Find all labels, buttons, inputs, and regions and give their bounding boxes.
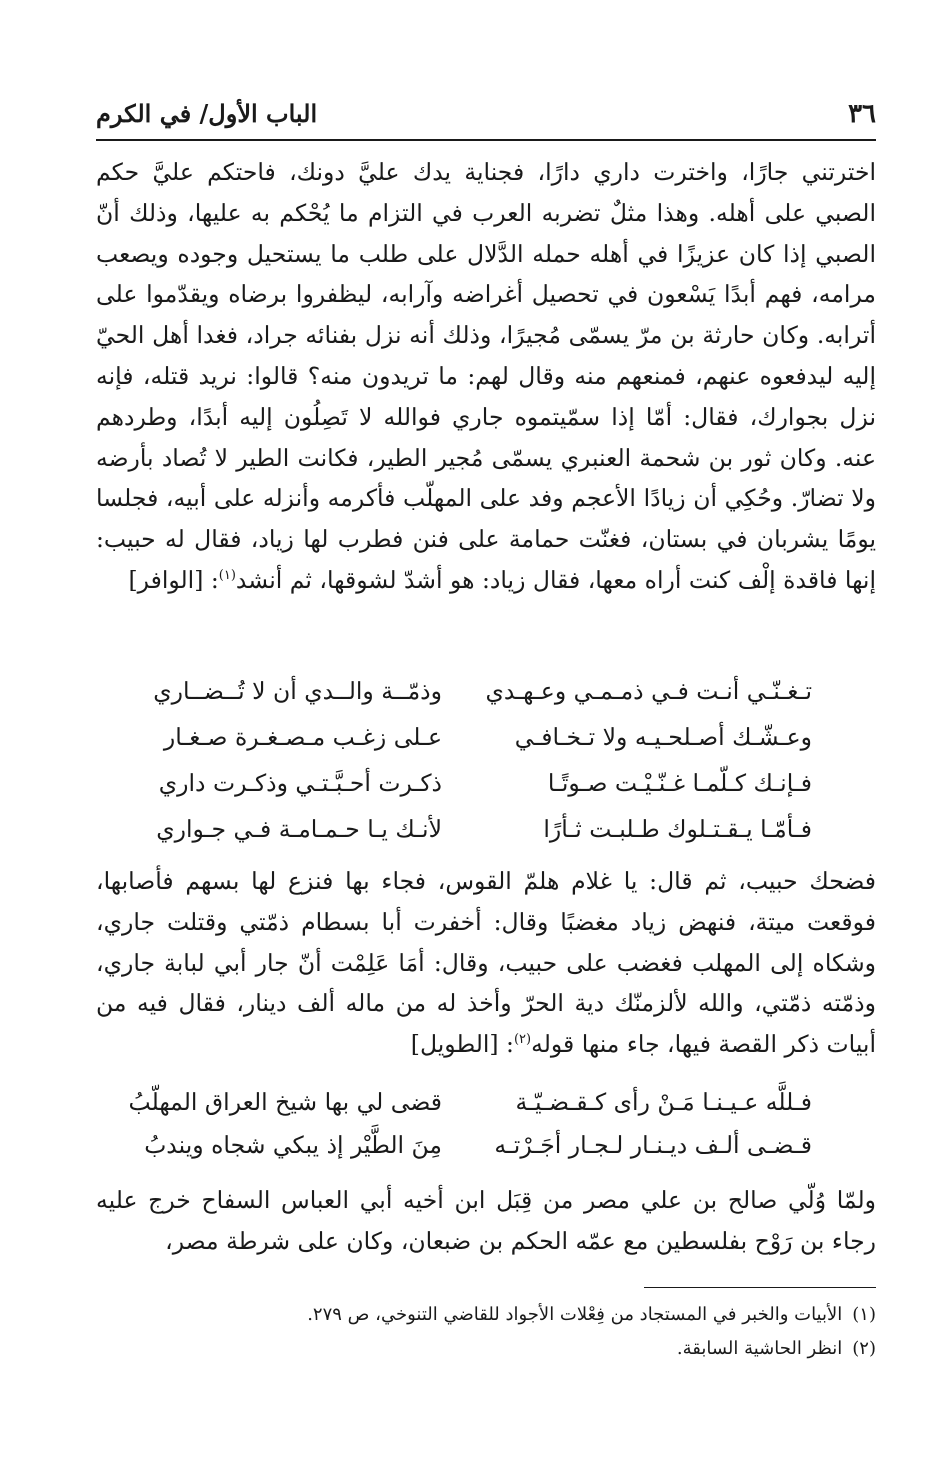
verse — [96, 1080, 876, 1123]
second-hemistich: عـلى زغـب مـصـغـرة صـغـار — [163, 723, 442, 751]
verse — [96, 1123, 876, 1166]
paragraph-2-text: فضحك حبيب، ثم قال: يا غلام هلمّ القوس، فجاء بها فنزع لها بسهم فأصابها، فوقعت ميتة، فنهض زياد مغضبًا وقال: أخفرت أبا بسطام ذمّتي وقتلت جاري، وشكاه إلى المهلب فغضب على حبيب، وقال: أمَا عَلِمْت أنّ جار أبي لبابة جاري، وذمّته ذمّتي، والله لألزمنّك دية الحرّ وأخذ له من ماله ألف دينار، فقال فيه من أبيات ذكر القصة فيها، جاء منها قوله — [96, 867, 876, 1059]
footnote-text: انظر الحاشية السابقة. — [676, 1338, 843, 1359]
footnotes — [96, 1298, 876, 1366]
footnote — [96, 1298, 876, 1332]
verse — [96, 668, 876, 714]
poem-1 — [96, 668, 876, 852]
header-rule — [96, 139, 876, 141]
running-head: الباب الأول/ في الكرم — [96, 99, 318, 128]
verse — [96, 806, 876, 852]
second-hemistich: ذكـرت أحـبَّـتـي وذكـرت داري — [158, 769, 442, 797]
verse — [96, 714, 876, 760]
second-hemistich: لأنـك يـا حـمـامـة فـي جـواري — [156, 815, 442, 843]
meter-label-1: : [الوافر] — [128, 565, 219, 594]
second-hemistich: قضى لي بها شيخ العراق المهلّبُ — [128, 1087, 442, 1116]
footnote-ref-1: (١) — [218, 568, 236, 584]
footnote-ref-2: (٢) — [513, 1032, 532, 1048]
page-number: ٣٦ — [848, 99, 876, 129]
paragraph-3 — [96, 1180, 876, 1262]
verse — [96, 760, 876, 806]
page-header — [96, 92, 876, 136]
poem-2 — [96, 1080, 876, 1166]
footnote-text: الأبيات والخبر في المستجاد من فِعْلات الأجواد للقاضي التنوخي، ص ٢٧٩. — [307, 1304, 843, 1325]
second-hemistich: مِنَ الطَّيْر إذ يبكي شجاه ويندبُ — [144, 1130, 442, 1159]
footnote-number: (١) — [852, 1304, 876, 1325]
paragraph-1 — [96, 152, 876, 601]
footnote-separator — [644, 1287, 876, 1288]
first-hemistich: تـغـنّـي أنـت فـي ذمـمـي وعـهـدي — [485, 677, 812, 705]
second-hemistich: وذمّــة والــدي أن لا تُــضــاري — [153, 677, 442, 705]
first-hemistich: وعـشّـك أصـلحـيـه ولا تـخـافـي — [514, 723, 812, 751]
footnote-number: (٢) — [852, 1338, 876, 1359]
meter-label-2: : [الطويل] — [410, 1030, 514, 1059]
footnote — [96, 1332, 876, 1366]
paragraph-3-text: ولمّا وُلّي صالح بن علي مصر من قِبَل ابن أخيه أبي العباس السفاح خرج عليه رجاء بن رَوْح بفلسطين مع عمّه الحكم بن ضبعان، وكان على شرطة مصر، — [96, 1186, 876, 1255]
first-hemistich: قـضـى ألـف ديـنـار لـجـار أجَـرْتـه — [494, 1130, 812, 1159]
first-hemistich: فـإنـك كـلّمـا غـنّـيْـت صـوتًـا — [547, 769, 812, 797]
first-hemistich: فـأمّـا يـقـتـلوك طـلبـت ثـأرًا — [543, 815, 812, 843]
paragraph-2 — [96, 861, 876, 1065]
first-hemistich: فـللَّه عـيـنـا مَـنْ رأى كـقـضـيّـة — [515, 1087, 812, 1116]
paragraph-1-text: اخترتني جارًا، واخترت داري دارًا، فجناية يدك عليَّ دونك، فاحتكم عليَّ حكم الصبي على أهله. وهذا مثلٌ تضربه العرب في التزام ما يُحْكم به عليها، وذلك أنّ الصبي إذا كان عزيزًا في أهله حمله الدَّلال على طلب ما يستحيل وجوده ويصعب مرامه، فهم أبدًا يَسْعون في تحصيل أغراضه وآرابه، ليظفروا برضاه ويقدّموا على أترابه. وكان حارثة بن مرّ يسمّى مُجيرًا، وذلك أنه نزل بفنائه جراد، فغدا أهل الحيّ إليه ليدفعوه عنهم، فمنعهم منه وقال لهم: ما تريدون منه؟ قالوا: نريد قتله، فإنه نزل بجوارك، فقال: أمّا إذا سمّيتموه جاري فوالله لا تَصِلُون إليه أبدًا، وطردهم عنه. وكان ثور بن شحمة العنبري يسمّى مُجير الطير، فكانت الطير لا تُصاد بأرضه ولا تضارّ. وحُكِي أن زيادًا الأعجم وفد على المهلّب فأكرمه وأنزله على أبيه، فجلسا يومًا يشربان في بستان، فغنّت حمامة على فنن فطرب لها زياد، فقال له حبيب: إنها فاقدة إلْف كنت أراه معها، فقال زياد: هو أشدّ لشوقها، ثم أنشد — [96, 158, 876, 594]
